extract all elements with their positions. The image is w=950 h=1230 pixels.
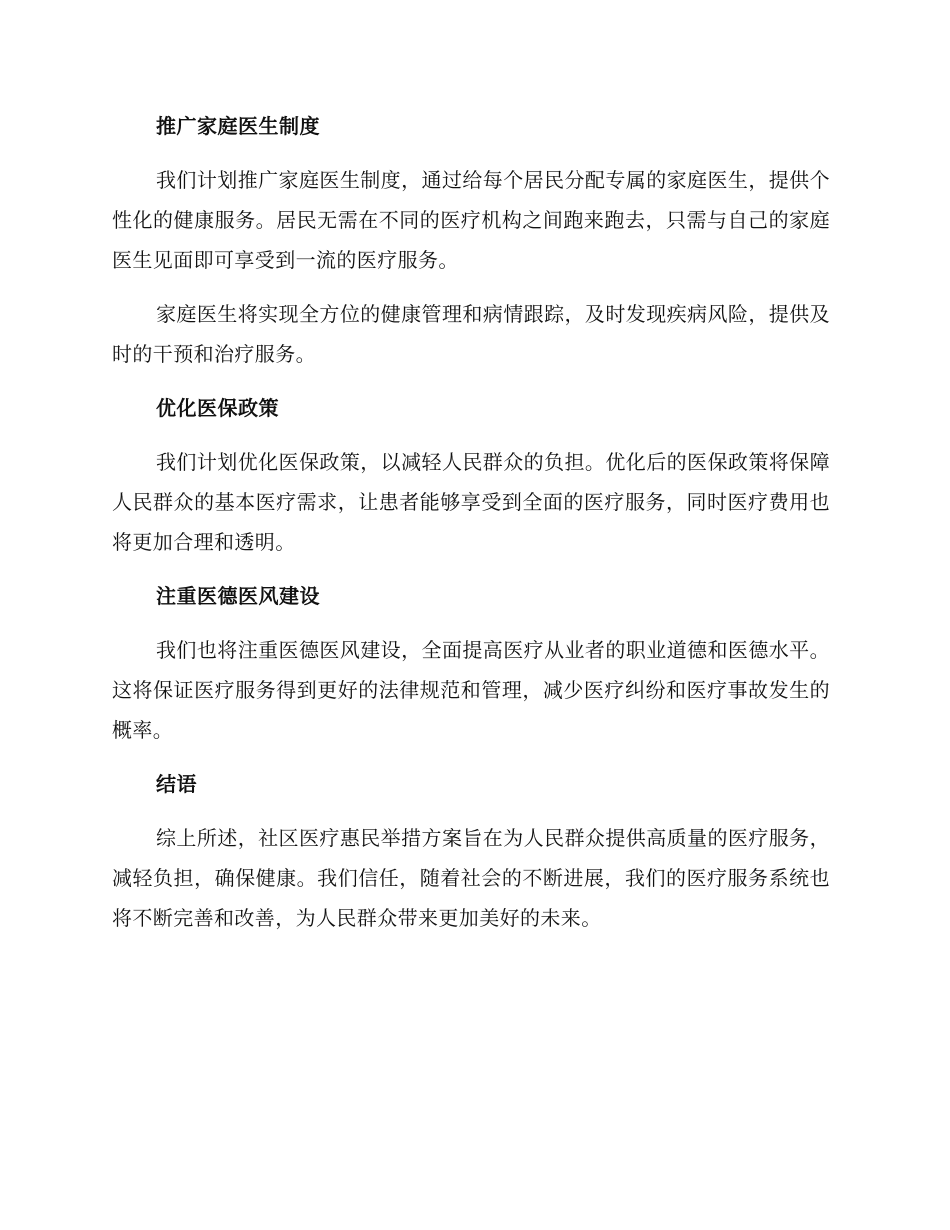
paragraph: 我们计划优化医保政策，以减轻人民群众的负担。优化后的医保政策将保障人民群众的基本医疗需求，让患者能够享受到全面的医疗服务，同时医疗费用也将更加合理和透明。: [112, 450, 830, 554]
section-heading-medical-insurance: 优化医保政策: [156, 396, 279, 420]
section-heading-family-doctor: 推广家庭医生制度: [156, 114, 320, 138]
paragraph: 家庭医生将实现全方位的健康管理和病情跟踪，及时发现疾病风险，提供及时的干预和治疗服务。: [112, 302, 830, 366]
section-heading-conclusion: 结语: [156, 772, 197, 796]
paragraph: 综上所述，社区医疗惠民举措方案旨在为人民群众提供高质量的医疗服务，减轻负担，确保健康。我们信任，随着社会的不断进展，我们的医疗服务系统也将不断完善和改善，为人民群众带来更加美好的未来。: [112, 826, 830, 930]
document-page: [112, 106, 830, 938]
paragraph: 我们也将注重医德医风建设，全面提高医疗从业者的职业道德和医德水平。这将保证医疗服务得到更好的法律规范和管理，减少医疗纠纷和医疗事故发生的概率。: [112, 638, 830, 742]
paragraph: 我们计划推广家庭医生制度，通过给每个居民分配专属的家庭医生，提供个性化的健康服务。居民无需在不同的医疗机构之间跑来跑去，只需与自己的家庭医生见面即可享受到一流的医疗服务。: [112, 168, 830, 272]
section-heading-medical-ethics: 注重医德医风建设: [156, 584, 320, 608]
